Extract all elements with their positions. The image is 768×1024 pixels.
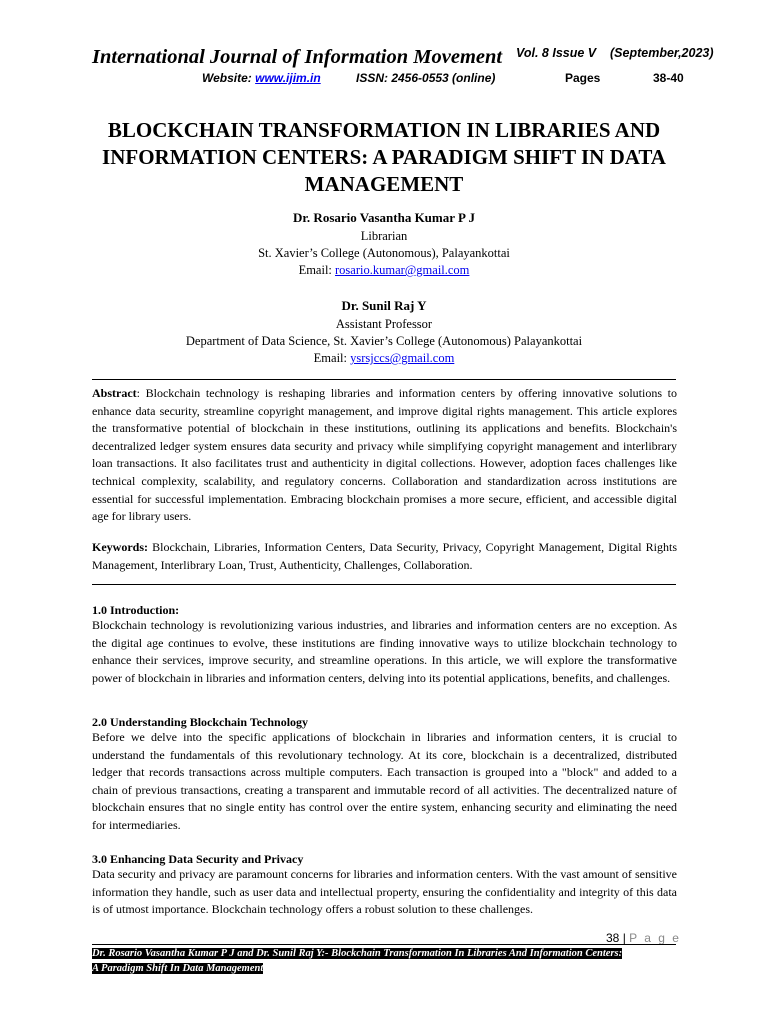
page-label: P a g e (629, 931, 681, 945)
pages-label: Pages (565, 71, 601, 85)
section-heading: 1.0 Introduction: (92, 603, 180, 617)
website-link[interactable]: www.ijim.in (255, 71, 321, 85)
keywords-label: Keywords: (92, 540, 148, 554)
section-heading: 2.0 Understanding Blockchain Technology (92, 715, 309, 729)
keywords (92, 539, 677, 574)
keywords-text: Blockchain, Libraries, Information Centers, Data Security, Privacy, Copyright Management, Digital Rights Management, Interlibrary Loan, Trust, Authenticity, Challenges, Collaboration. (92, 540, 677, 572)
section-text: Data security and privacy are paramount concerns for libraries and information centers. With the vast amount of sensitive information they handle, such as user data and intellectual property, ensuring the confidentiality and integrity of this data is of utmost importance. Blockchain technology offers a robust solution to these challenges. (92, 867, 677, 917)
section-text: Before we delve into the specific applications of blockchain in libraries and information centers, it is crucial to understand the fundamentals of this revolutionary technology. At its core, blockchain is a decentralized, distributed ledger that records transactions across multiple computers. Each transaction is grouped into a "block" and added to a chain of previous transactions, creating a transparent and immutable record of all activities. The decentralized nature of blockchain ensures that no single entity has control over the entire system, enhancing security and eliminating the need for intermediaries. (92, 730, 677, 832)
author-block-1 (92, 208, 676, 279)
pages-range: 38-40 (653, 71, 684, 85)
section-heading: 3.0 Enhancing Data Security and Privacy (92, 852, 304, 866)
email-label: Email: (298, 263, 332, 277)
author-email-link[interactable]: ysrsjccs@gmail.com (350, 351, 455, 365)
section-text: Blockchain technology is revolutionizing various industries, and libraries and information centers are no exception. As the digital age continues to evolve, these institutions are finding innovative ways to utilize blockchain technology to enhance their services, improve security, and streamline operations. In this article, we will explore the transformative power of blockchain in libraries and information centers, delving into its potential applications, benefits, and challenges. (92, 618, 677, 685)
author-email-link[interactable]: rosario.kumar@gmail.com (335, 263, 470, 277)
email-label: Email: (313, 351, 347, 365)
author-affiliation: Department of Data Science, St. Xavier’s College (Autonomous) Palayankottai (185, 334, 583, 348)
footer-line-2: A Paradigm Shift In Data Management (92, 963, 264, 974)
author-block-2 (92, 296, 676, 367)
page-number (606, 931, 681, 945)
divider-bottom (92, 584, 676, 585)
abstract-text: : Blockchain technology is reshaping libraries and information centers by offering innovative solutions to enhance data security, streamline copyright management, and improve digital rights management. This article explores the transformative potential of blockchain in these institutions, outlining its applications and benefits. Blockchain's decentralized ledger system ensures data security and privacy while simplifying copyright management and interlibrary loan transactions. It also facilitates trust and authenticity in digital collections. However, adoption faces challenges like technical complexity, scalability, and regulatory concerns. Collaboration and standardization across institutions are essential for successful implementation. Embracing blockchain promises a more secure, efficient, and accessible digital age for library users. (92, 386, 677, 524)
footer-line-1: Dr. Rosario Vasantha Kumar P J and Dr. Sunil Raj Y:- Blockchain Transformation In Libraries And Information Centers: (92, 948, 623, 959)
abstract-label: Abstract (92, 386, 137, 400)
volume-issue: Vol. 8 Issue V (516, 46, 597, 60)
journal-title: International Journal of Information Movement (92, 46, 503, 68)
author-role: Librarian (360, 229, 408, 243)
website-label: Website: (202, 71, 252, 85)
running-footer (92, 944, 676, 976)
author-email-line (92, 262, 676, 279)
page-number-separator: | (622, 931, 626, 945)
author-email-line (92, 350, 676, 367)
website-line (202, 71, 321, 85)
abstract (92, 385, 677, 526)
divider-top (92, 379, 676, 380)
page-number-value: 38 (606, 931, 620, 945)
author-affiliation: St. Xavier’s College (Autonomous), Palayankottai (258, 246, 510, 260)
paper-title: BLOCKCHAIN TRANSFORMATION IN LIBRARIES AND INFORMATION CENTERS: A PARADIGM SHIFT IN DATA MANAGEMENT (102, 118, 666, 196)
author-name: Dr. Rosario Vasantha Kumar P J (292, 210, 476, 225)
author-name: Dr. Sunil Raj Y (341, 298, 427, 313)
issn: ISSN: 2456-0553 (online) (356, 71, 496, 85)
publication-date: (September,2023) (610, 46, 714, 60)
author-role: Assistant Professor (335, 317, 433, 331)
